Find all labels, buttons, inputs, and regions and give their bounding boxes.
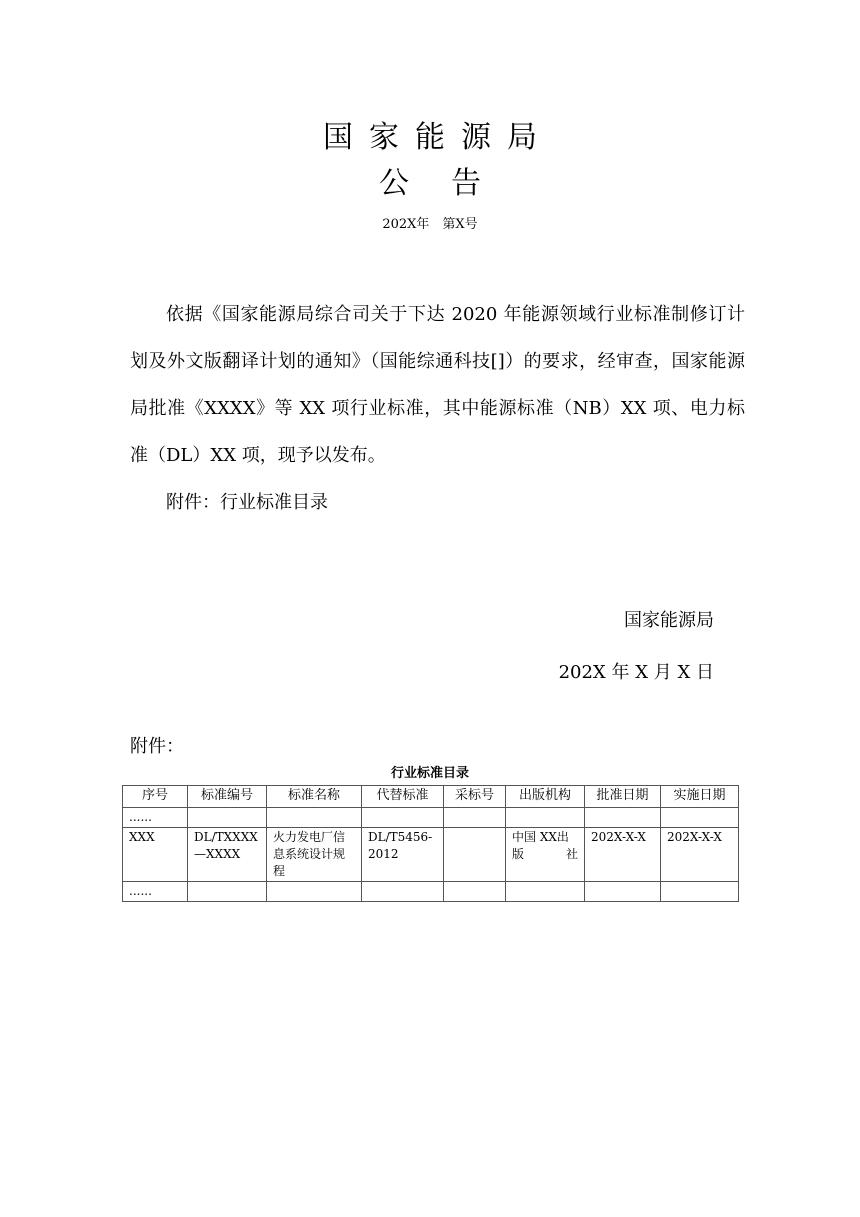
cell-approval-date [585,882,661,902]
standards-table [122,785,739,902]
cell-adopted-no [444,808,506,828]
org-title: 国家能源局 [323,120,553,155]
cell-replaces [362,808,444,828]
issue-date: 202X 年 X 月 X 日 [558,662,714,683]
col-header-approval-date: 批准日期 [585,786,661,808]
cell-adopted-no [444,882,506,902]
col-header-std-number: 标准编号 [188,786,267,808]
table-row [123,882,739,902]
col-header-index: 序号 [123,786,188,808]
cell-std-number [188,808,267,828]
cell-publisher [506,808,585,828]
col-header-publisher: 出版机构 [506,786,585,808]
cell-index: ...... [123,882,188,902]
body-text [130,291,745,526]
cell-publisher [506,882,585,902]
table-row [123,828,739,882]
doc-number: 202X年 第X号 [382,217,478,232]
body-paragraph-attachment: 附件：行业标准目录 [166,492,328,513]
col-header-effective-date: 实施日期 [661,786,739,808]
cell-effective-date: 202X-X-X [661,828,739,882]
attachment-label: 附件： [130,736,184,757]
cell-std-name [267,882,362,902]
table-row [123,808,739,828]
cell-replaces [362,882,444,902]
cell-std-name: 火力发电厂信息系统设计规程 [267,828,362,882]
cell-std-name [267,808,362,828]
cell-replaces: DL/T5456-2012 [362,828,444,882]
col-header-adopted-no: 采标号 [444,786,506,808]
table-title: 行业标准目录 [390,766,469,781]
cell-index: ...... [123,808,188,828]
cell-std-number [188,882,267,902]
cell-effective-date [661,882,739,902]
cell-approval-date: 202X-X-X [585,828,661,882]
cell-effective-date [661,808,739,828]
col-header-std-name: 标准名称 [267,786,362,808]
cell-approval-date [585,808,661,828]
col-header-replaces: 代替标准 [362,786,444,808]
table-header-row [123,786,739,808]
doc-type-title: 公告 [379,166,523,201]
issuer-signature: 国家能源局 [624,610,714,631]
cell-publisher: 中国 XX出版社 [506,828,585,882]
cell-adopted-no [444,828,506,882]
cell-index: XXX [123,828,188,882]
cell-std-number: DL/TXXXX—XXXX [188,828,267,882]
body-paragraph-main: 依据《国家能源局综合司关于下达 2020 年能源领域行业标准制修订计划及外文版翻译计划的通知》（国能综通科技[]）的要求，经审查，国家能源局批准《XXXX》等 XX 项行业标准，其中能源标准（NB）XX 项、电力标准（DL）XX 项，现予以发布。 [130,304,745,466]
